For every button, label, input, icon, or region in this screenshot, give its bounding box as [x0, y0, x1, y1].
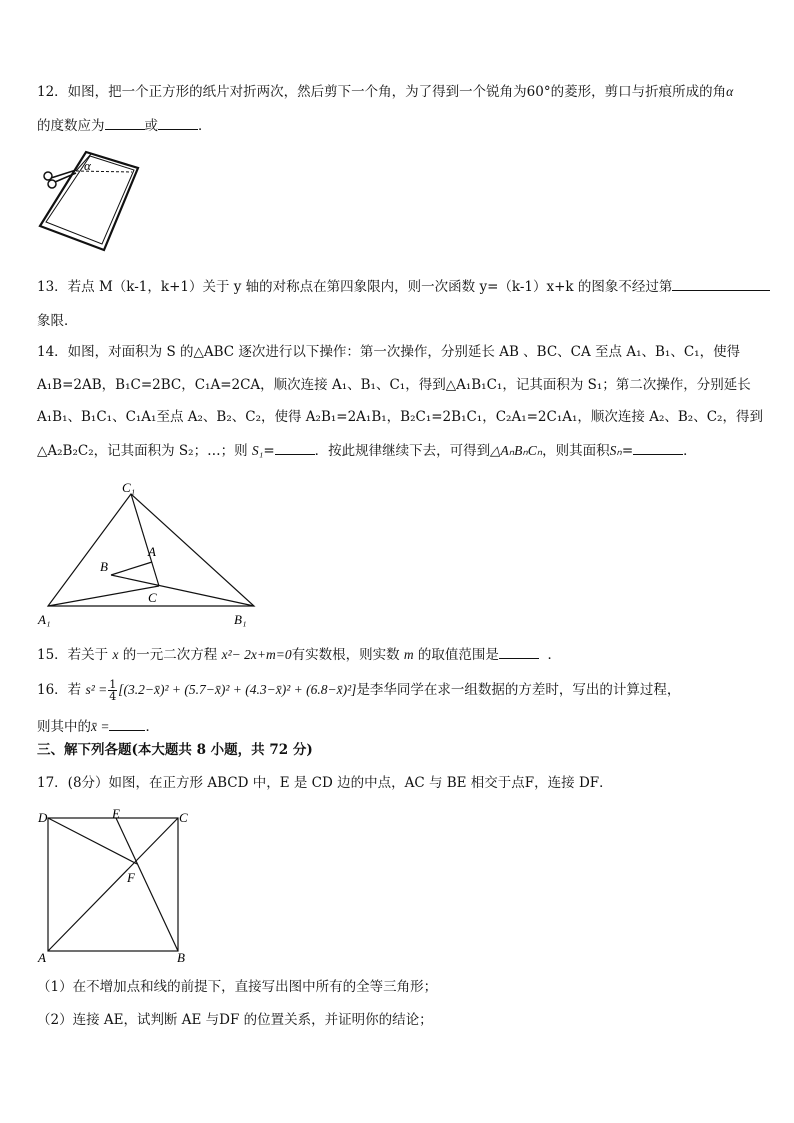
- q14-line1: [37, 342, 740, 362]
- var-x: x: [112, 647, 119, 662]
- answer-blank-7: [109, 716, 145, 731]
- q16-text1: 16．若: [37, 682, 82, 698]
- folded-paper-figure: [36, 146, 146, 256]
- q15-line: [37, 644, 561, 665]
- label-f: F: [127, 870, 135, 885]
- q17-part2: [37, 1010, 433, 1030]
- answer-blank-3: [672, 276, 770, 291]
- q16-line2: [37, 716, 159, 737]
- label-a: A: [148, 544, 156, 559]
- variance-symbol: s² =: [85, 682, 108, 697]
- q16-text3: 则其中的: [37, 719, 91, 735]
- q14-text1: 14．如图，对面积为 S 的△ABC 逐次进行以下操作：第一次操作，分别延长 AB 、BC、CA 至点 A₁、B₁、C₁，使得: [37, 344, 741, 360]
- triangle-n: △AₙBₙCₙ: [490, 443, 543, 458]
- q14-end: ．: [683, 443, 697, 459]
- section-title: [37, 740, 313, 760]
- q13-text2: 象限．: [37, 313, 78, 329]
- label-a-square: A: [38, 950, 46, 965]
- label-c1: C₁: [122, 480, 136, 495]
- q17-part1: [37, 977, 437, 997]
- q14-line4: [37, 440, 697, 461]
- triangle-figure: [36, 478, 266, 630]
- q14-text2: A₁B=2AB，B₁C=2BC，C₁A=2CA，顺次连接 A₁、B₁、C₁，得到△A₁B₁C₁，记其面积为 S₁；第二次操作，分别延长: [37, 377, 751, 393]
- q14-text4: △A₂B₂C₂，记其面积为 S₂；…；则: [37, 443, 248, 459]
- s1-symbol: S₁: [251, 443, 264, 458]
- alpha-symbol: α: [726, 84, 734, 99]
- equals: =: [263, 443, 275, 459]
- answer-blank-5: [633, 440, 683, 455]
- q14-text3: A₁B₁、B₁C₁、C₁A₁至点 A₂、B₂、C₂，使得 A₂B₁=2A₁B₁，B₂C₁=2B₁C₁，C₂A₁=2C₁A₁，顺次连接 A₂、B₂、C₂，得到: [37, 409, 763, 425]
- var-m: m: [403, 647, 414, 662]
- xbar-symbol: x̄ =: [91, 719, 110, 734]
- q17-line1: [37, 773, 613, 793]
- section-title-text: 三、解下列各题(本大题共 8 小题，共 72 分): [37, 742, 313, 758]
- answer-blank-6: [499, 644, 539, 659]
- q14-text6: ，则其面积: [542, 443, 610, 459]
- answer-blank-4: [275, 440, 315, 455]
- alpha-label: α: [84, 158, 91, 173]
- q12-text: 12．如图，把一个正方形的纸片对折两次，然后剪下一个角，为了得到一个锐角为60°的菱形，剪口与折痕所成的角: [37, 84, 727, 100]
- q12-line1: [37, 82, 733, 102]
- equals-2: =: [621, 443, 634, 459]
- q12-line2: [37, 115, 212, 136]
- label-b-square: B: [177, 950, 185, 965]
- q15-text2: 的一元二次方程: [122, 647, 218, 663]
- q17-text: 17．(8分）如图，在正方形 ABCD 中，E 是 CD 边的中点，AC 与 BE 相交于点F，连接 DF．: [37, 775, 613, 791]
- variance-formula: [(3.2−x̄)² + (5.7−x̄)² + (4.3−x̄)² + (6.8−x̄)²]: [118, 682, 357, 697]
- label-e: E: [112, 806, 120, 821]
- q13-line1: [37, 276, 770, 297]
- label-b1: B₁: [234, 612, 247, 627]
- label-c: C: [148, 590, 157, 605]
- q15-text3: 有实数根，则实数: [291, 647, 400, 663]
- q12-text2: 的度数应为: [37, 118, 105, 134]
- label-d: D: [38, 810, 48, 825]
- q13-line2: [37, 311, 78, 331]
- q14-line2: [37, 375, 751, 395]
- q15-text1: 15．若关于: [37, 647, 109, 663]
- q15-end: ．: [547, 647, 562, 663]
- sn-symbol: Sₙ: [609, 443, 622, 458]
- q12-end: ．: [198, 118, 212, 134]
- q16-end: ．: [145, 719, 159, 735]
- q14-text5: ．按此规律继续下去，可得到: [314, 443, 491, 459]
- q14-line3: [37, 407, 763, 427]
- label-b: B: [100, 559, 108, 574]
- fraction-quarter: $\frac{1}{4}$: [109, 678, 117, 703]
- q16-line1: [37, 679, 680, 702]
- label-a1: A₁: [38, 612, 51, 627]
- q12-or: 或: [144, 118, 158, 134]
- square-figure: [36, 806, 196, 968]
- q15-text4: 的取值范围是: [417, 647, 499, 663]
- q16-text2: 是李华同学在求一组数据的方差时，写出的计算过程，: [356, 682, 681, 698]
- q17-part2-text: （2）连接 AE，试判断 AE 与DF 的位置关系，并证明你的结论；: [37, 1012, 433, 1028]
- q17-part1-text: （1）在不增加点和线的前提下，直接写出图中所有的全等三角形；: [37, 979, 438, 995]
- label-c-square: C: [179, 810, 188, 825]
- q15-equation: x²− 2x+m=0: [221, 647, 292, 662]
- answer-blank-1: [105, 115, 145, 130]
- q13-text: 13．若点 M（k-1，k+1）关于 y 轴的对称点在第四象限内，则一次函数 y=（k-1）x+k 的图象不经过第: [37, 279, 673, 295]
- answer-blank-2: [158, 115, 198, 130]
